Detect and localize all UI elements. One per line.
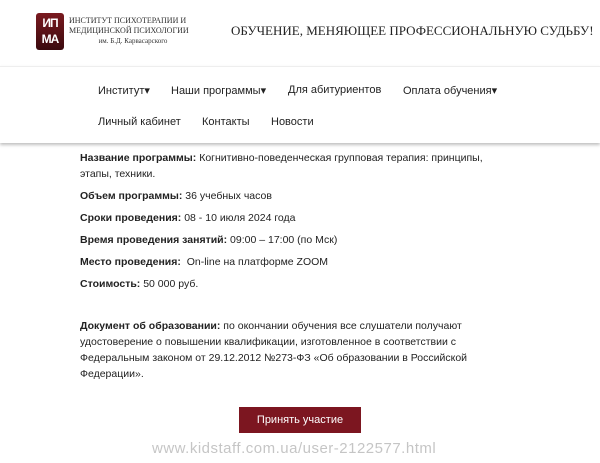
nav-item-payment[interactable]: [403, 84, 497, 97]
caret-down-icon: ▾: [260, 85, 267, 97]
detail-value: 08 - 10 июля 2024 года: [181, 212, 296, 224]
institute-logo[interactable]: ИП МА: [36, 13, 64, 50]
nav-item-programs[interactable]: [171, 84, 266, 97]
nav-item-contacts[interactable]: Контакты: [202, 116, 250, 128]
institute-name-line: ИНСТИТУТ ПСИХОТЕРАПИИ И: [69, 16, 187, 25]
detail-row: [80, 150, 510, 182]
detail-label: Сроки проведения:: [80, 212, 182, 224]
detail-label: Место проведения:: [80, 256, 181, 268]
participate-button[interactable]: Принять участие: [239, 407, 361, 433]
detail-row: [80, 188, 510, 204]
slogan: ОБУЧЕНИЕ, МЕНЯЮЩЕЕ ПРОФЕССИОНАЛЬНУЮ СУДЬБУ!: [231, 23, 594, 38]
detail-value: Когнитивно-поведенческая групповая терапия: принципы, этапы, техники.: [80, 152, 483, 180]
document-label: Документ об образовании:: [80, 320, 221, 332]
detail-value: 09:00 – 17:00 (по Мск): [227, 234, 338, 246]
detail-label: Стоимость:: [80, 278, 141, 290]
document-info: [80, 318, 510, 382]
nav-item-applicants[interactable]: Для абитуриентов: [288, 84, 382, 96]
detail-row: [80, 254, 510, 270]
caret-down-icon: ▾: [491, 85, 498, 97]
detail-row: [80, 210, 510, 226]
detail-label: Название программы:: [80, 152, 197, 164]
detail-value: On-line на платформе ZOOM: [180, 256, 329, 268]
detail-value: 50 000 руб.: [140, 278, 199, 290]
institute-name-line: МЕДИЦИНСКОЙ ПСИХОЛОГИИ: [69, 26, 189, 35]
caret-down-icon: ▾: [144, 85, 150, 97]
detail-row: [80, 276, 510, 292]
document-value: по окончании обучения все слушатели получают удостоверение о повышении квалификации, изготовленное в соответствии с Федеральным законом от 29.12.2012 №273-ФЗ «Об образовании в Российской Федерации».: [80, 320, 468, 380]
nav-item-institute[interactable]: [98, 84, 150, 97]
nav-label: Оплата обучения: [403, 85, 492, 97]
institute-name: [69, 16, 197, 46]
detail-row: [80, 232, 510, 248]
institute-name-line: им. Б.Д. Карвасарского: [98, 37, 168, 45]
nav-label: Наши программы: [171, 85, 261, 97]
nav-item-cabinet[interactable]: Личный кабинет: [98, 116, 181, 128]
detail-label: Время проведения занятий:: [80, 234, 228, 246]
detail-value: 36 учебных часов: [182, 190, 272, 202]
program-details: [80, 150, 510, 382]
nav-label: Институт: [98, 85, 145, 97]
site-header: [0, 0, 600, 66]
watermark: www.kidstaff.com.ua/user-2122577.html: [152, 440, 437, 457]
detail-label: Объем программы:: [80, 190, 183, 202]
main-nav: [0, 66, 600, 143]
nav-item-news[interactable]: Новости: [271, 116, 314, 128]
